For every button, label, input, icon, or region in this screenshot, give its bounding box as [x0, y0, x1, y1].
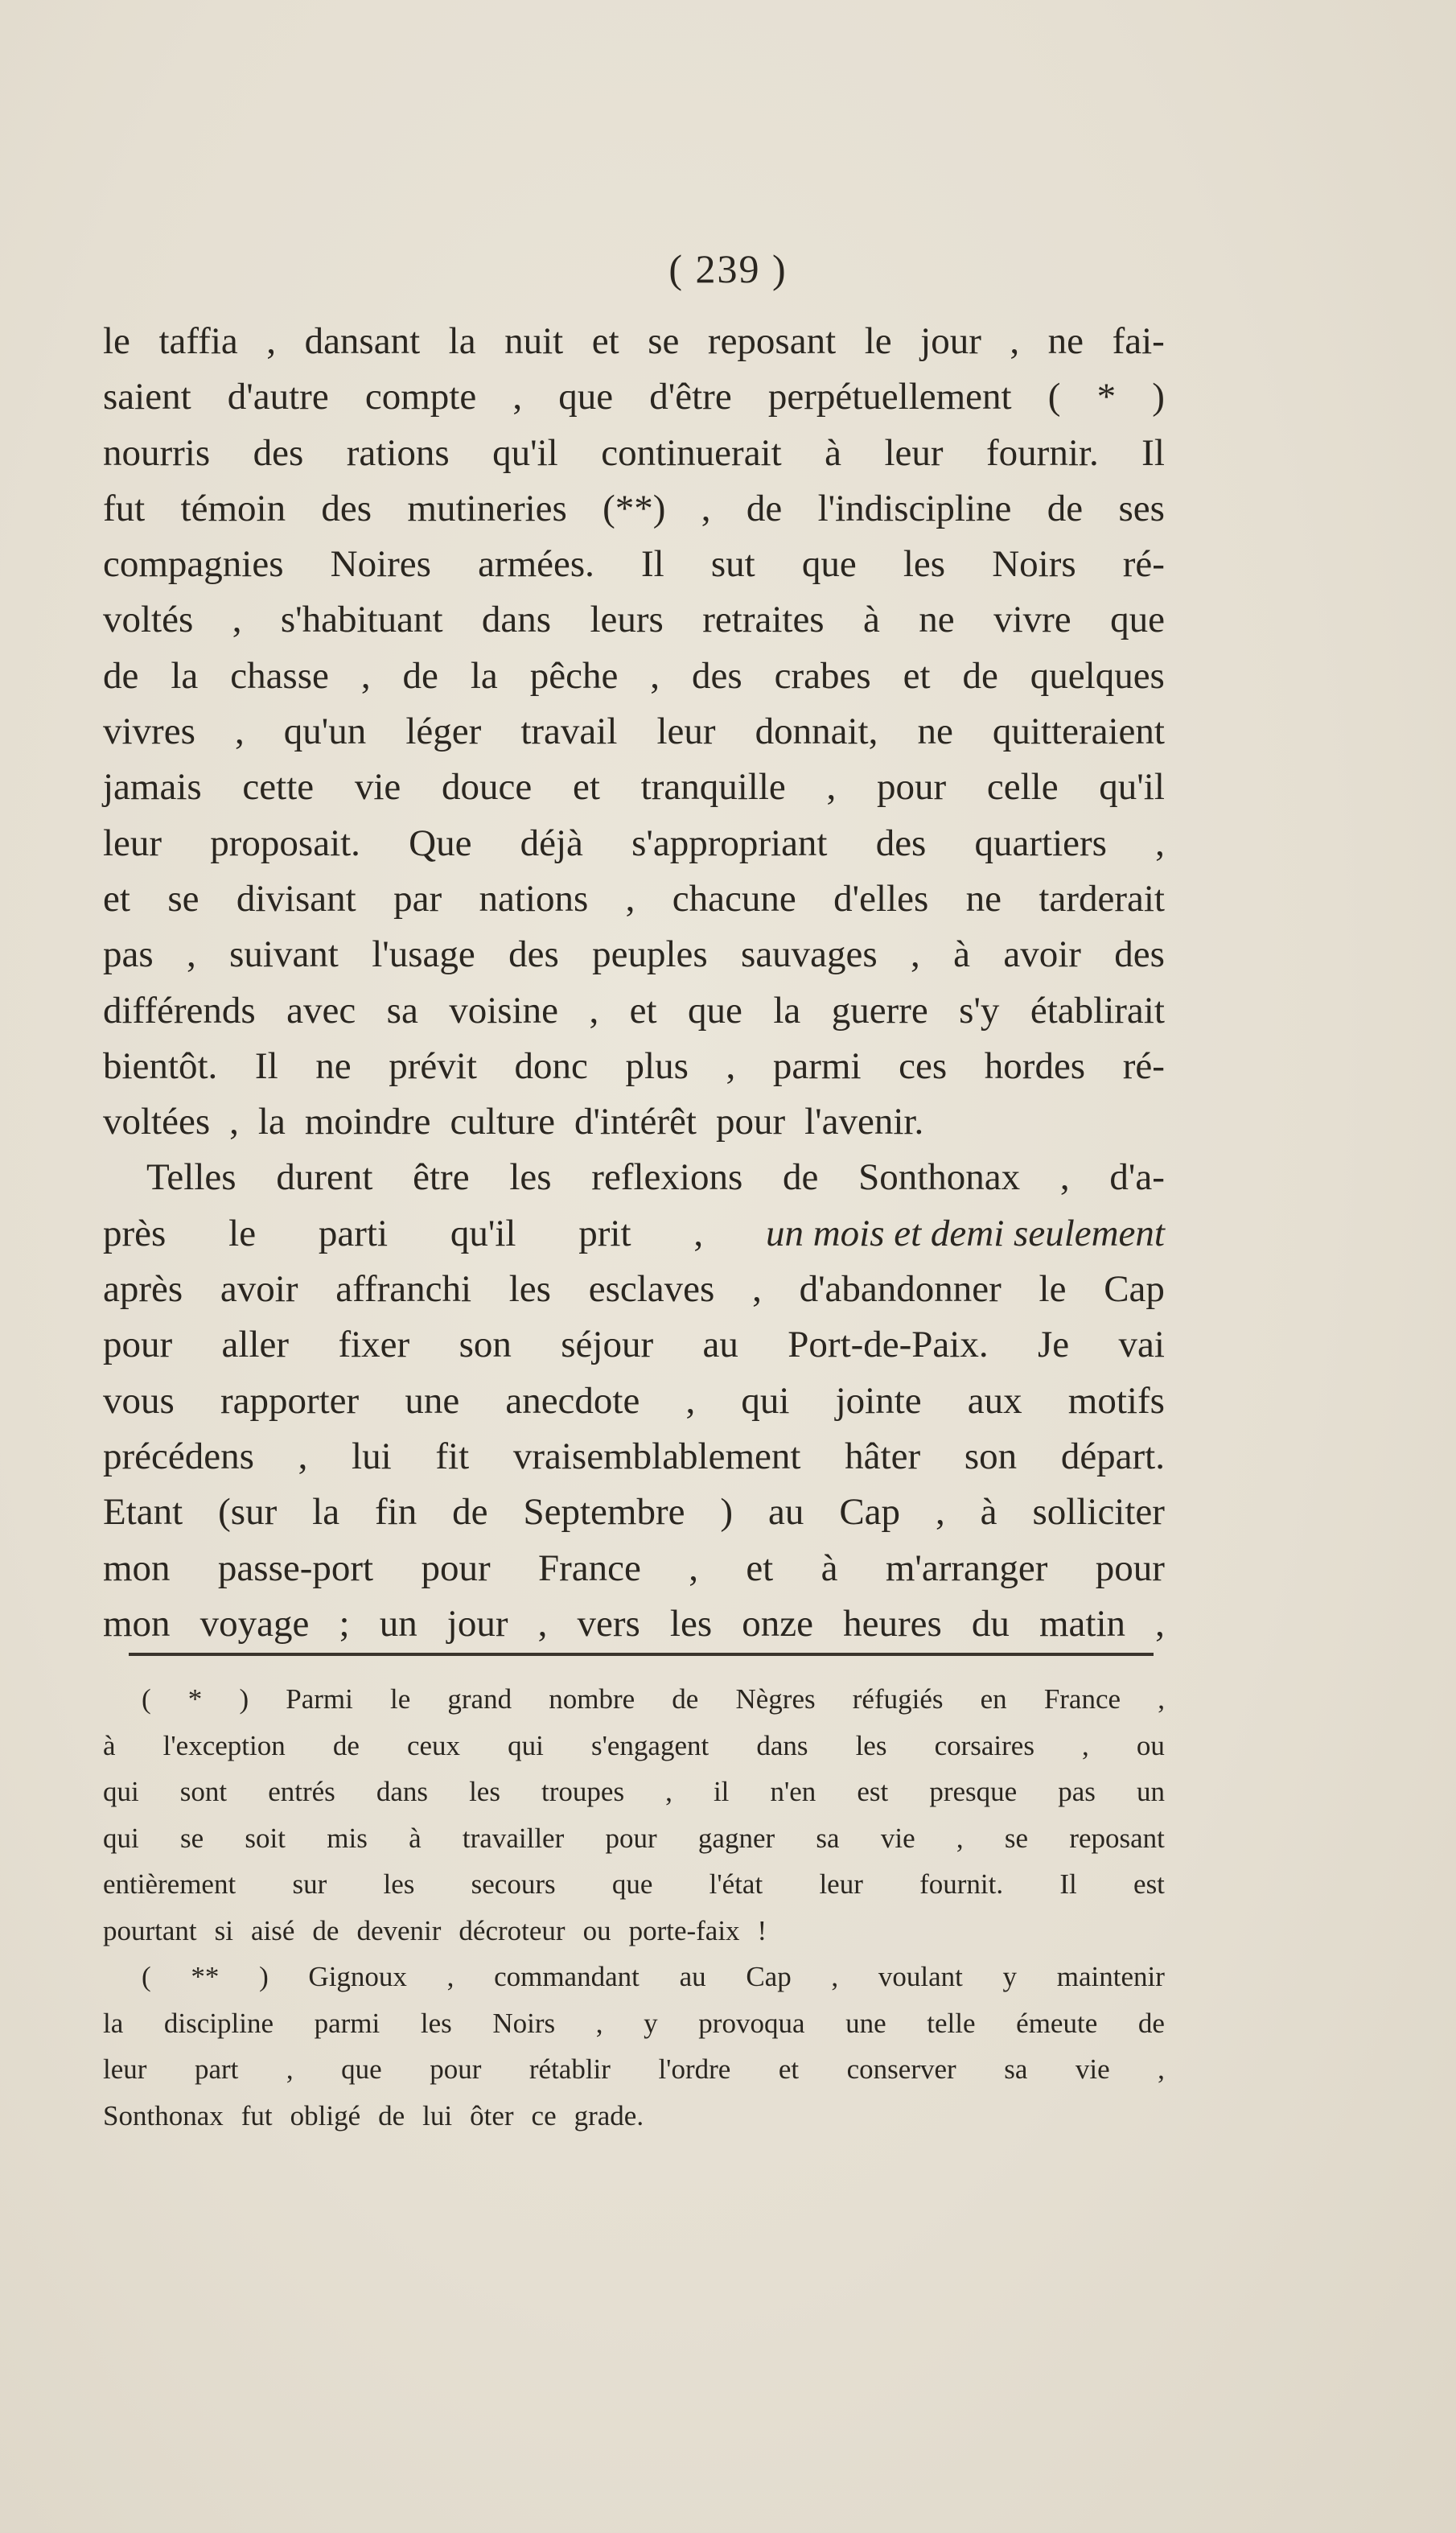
body-text-line: après avoir affranchi les esclaves , d'abandonner le Cap	[103, 1268, 1165, 1311]
body-text-line: nourris des rations qu'il continuerait à leur fournir. Il	[103, 431, 1165, 474]
body-text-line: pas , suivant l'usage des peuples sauvages , à avoir des	[103, 933, 1165, 976]
body-text-line: de la chasse , de la pêche , des crabes et de quelques	[103, 654, 1165, 697]
body-text-line: Telles durent être les reflexions de Sonthonax , d'a-	[146, 1156, 1165, 1199]
body-text-line: mon passe-port pour France , et à m'arranger pour	[103, 1547, 1165, 1589]
footnote-line: à l'exception de ceux qui s'engagent dans les corsaires , ou	[103, 1729, 1165, 1761]
body-text-line: et se divisant par nations , chacune d'elles ne tarderait	[103, 877, 1165, 920]
body-text-line: mon voyage ; un jour , vers les onze heures du matin ,	[103, 1602, 1165, 1645]
body-text-line: précédens , lui fit vraisemblablement hâter son départ.	[103, 1435, 1165, 1477]
footnote-divider	[129, 1653, 1154, 1656]
body-text-line: près le parti qu'il prit , un mois et demi seulement	[103, 1206, 1165, 1262]
footnote-line: leur part , que pour rétablir l'ordre et conserver sa vie ,	[103, 2053, 1165, 2085]
body-text-line: pour aller fixer son séjour au Port-de-Paix. Je vai	[103, 1324, 1165, 1366]
body-text-line: vivres , qu'un léger travail leur donnait, ne quitteraient	[103, 710, 1165, 753]
body-text-line: jamais cette vie douce et tranquille , pour celle qu'il	[103, 766, 1165, 809]
body-text-line: vous rapporter une anecdote , qui jointe aux motifs	[103, 1379, 1165, 1422]
body-text-line: Etant (sur la fin de Septembre ) au Cap , à solliciter	[103, 1491, 1165, 1534]
body-text-line: saient d'autre compte , que d'être perpétuellement ( * )	[103, 376, 1165, 418]
body-text-line: fut témoin des mutineries (**) , de l'indiscipline de ses	[103, 487, 1165, 529]
body-text-line: compagnies Noires armées. Il sut que les Noirs ré-	[103, 543, 1165, 586]
main-text	[103, 314, 1165, 1652]
body-text-line: voltées , la moindre culture d'intérêt pour l'avenir.	[103, 1101, 924, 1143]
body-text-line: le taffia , dansant la nuit et se reposant le jour , ne fai-	[103, 320, 1165, 362]
footnote-line: ( * ) Parmi le grand nombre de Nègres réfugiés en France ,	[142, 1683, 1165, 1715]
footnote-line: qui se soit mis à travailler pour gagner sa vie , se reposant	[103, 1822, 1165, 1854]
body-text-line: leur proposait. Que déjà s'appropriant des quartiers ,	[103, 822, 1165, 864]
footnotes	[103, 1676, 1165, 2139]
footnote-line: pourtant si aisé de devenir décroteur ou porte-faix !	[103, 1914, 767, 1946]
footnote-line: qui sont entrés dans les troupes , il n'en est presque pas un	[103, 1776, 1165, 1807]
body-text-line: bientôt. Il ne prévit donc plus , parmi ces hordes ré-	[103, 1044, 1165, 1087]
italic-phrase: un mois et demi seulement	[765, 1212, 1165, 1254]
body-text-line: voltés , s'habituant dans leurs retraites à ne vivre que	[103, 599, 1165, 641]
footnote-line: Sonthonax fut obligé de lui ôter ce grade.	[103, 2099, 644, 2131]
footnote-line: entièrement sur les secours que l'état leur fournit. Il est	[103, 1868, 1165, 1900]
page-number: ( 239 )	[668, 246, 788, 291]
footnote-line: ( ** ) Gignoux , commandant au Cap , voulant y maintenir	[142, 1961, 1165, 1992]
footnote-line: la discipline parmi les Noirs , y provoqua une telle émeute de	[103, 2007, 1165, 2039]
body-text-line: différends avec sa voisine , et que la guerre s'y établirait	[103, 989, 1165, 1032]
